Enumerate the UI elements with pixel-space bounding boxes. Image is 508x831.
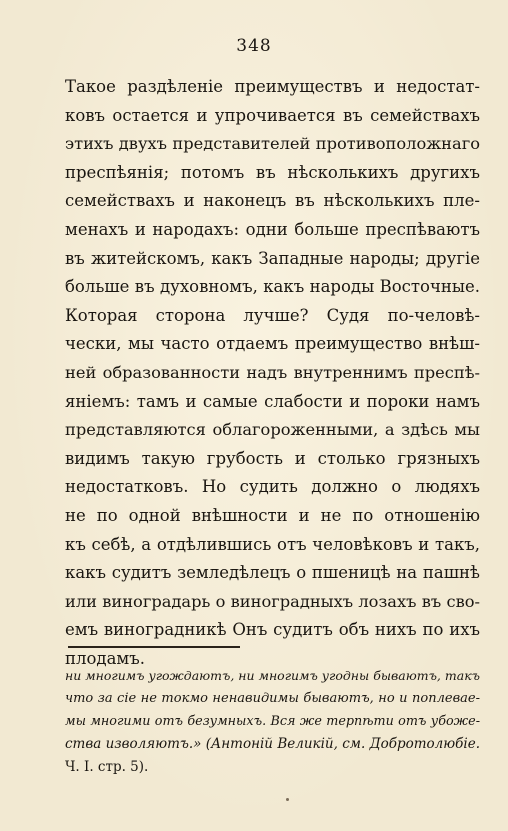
footnote-line: ства изволяютъ.» (Антоній Великій, см. Добротолюбіе. bbox=[65, 736, 480, 753]
text-line: плодамъ. bbox=[65, 648, 145, 668]
text-line: ней образованности надъ внутреннимъ преспѣ- bbox=[65, 362, 480, 382]
text-line: видимъ такую грубость и столько грязныхъ bbox=[65, 448, 480, 468]
footnote-line: что за сіе не токмо ненавидимы бываютъ, но и поплевае- bbox=[65, 690, 480, 706]
text-line: чески, мы часто отдаемъ преимущество внѣш- bbox=[65, 334, 480, 354]
text-line: семействахъ и наконецъ въ нѣсколькихъ пле- bbox=[65, 191, 480, 211]
text-line: ковъ остается и упрочивается въ семействахъ bbox=[65, 105, 480, 125]
ink-speck bbox=[286, 798, 289, 801]
text-line: къ себѣ, а отдѣлившись отъ человѣковъ и такъ, bbox=[65, 534, 480, 554]
text-line: емъ виноградникѣ Онъ судитъ объ нихъ по ихъ bbox=[65, 620, 480, 640]
footnote bbox=[65, 665, 480, 779]
text-line: преспѣянія; потомъ въ нѣсколькихъ другихъ bbox=[65, 162, 480, 182]
text-line: Такое раздѣленіе преимуществъ и недостат- bbox=[65, 77, 480, 96]
text-line: недостатковъ. Но судить должно о людяхъ bbox=[65, 477, 480, 497]
text-line: этихъ двухъ представителей противоположнаго bbox=[65, 134, 480, 154]
text-line: представляются облагороженными, а здѣсь мы bbox=[65, 420, 480, 440]
footnote-line: ни многимъ угождаютъ, ни многимъ угодны бываютъ, такъ bbox=[65, 668, 480, 683]
text-line: какъ судитъ земледѣлецъ о пшеницѣ на пашнѣ bbox=[65, 563, 480, 583]
text-line: Которая сторона лучше? Судя по-человѣ- bbox=[65, 305, 480, 325]
text-line: яніемъ: тамъ и самые слабости и пороки намъ bbox=[65, 391, 480, 411]
footnote-line: мы многими отъ безумныхъ. Вся же терпѣти отъ убоже- bbox=[65, 713, 480, 729]
page-number: 348 bbox=[236, 36, 272, 56]
main-text bbox=[65, 73, 480, 673]
text-line: больше въ духовномъ, какъ народы Восточные. bbox=[65, 277, 480, 297]
footnote-line: Ч. I. стр. 5). bbox=[65, 759, 149, 776]
text-line: въ житейскомъ, какъ Западные народы; другіе bbox=[65, 248, 480, 268]
footnote-divider bbox=[68, 646, 240, 648]
text-line: или виноградарь о виноградныхъ лозахъ въ сво- bbox=[65, 591, 480, 611]
text-line: не по одной внѣшности и не по отношенію bbox=[65, 505, 480, 525]
text-line: менахъ и народахъ: одни больше преспѣваютъ bbox=[65, 219, 480, 239]
